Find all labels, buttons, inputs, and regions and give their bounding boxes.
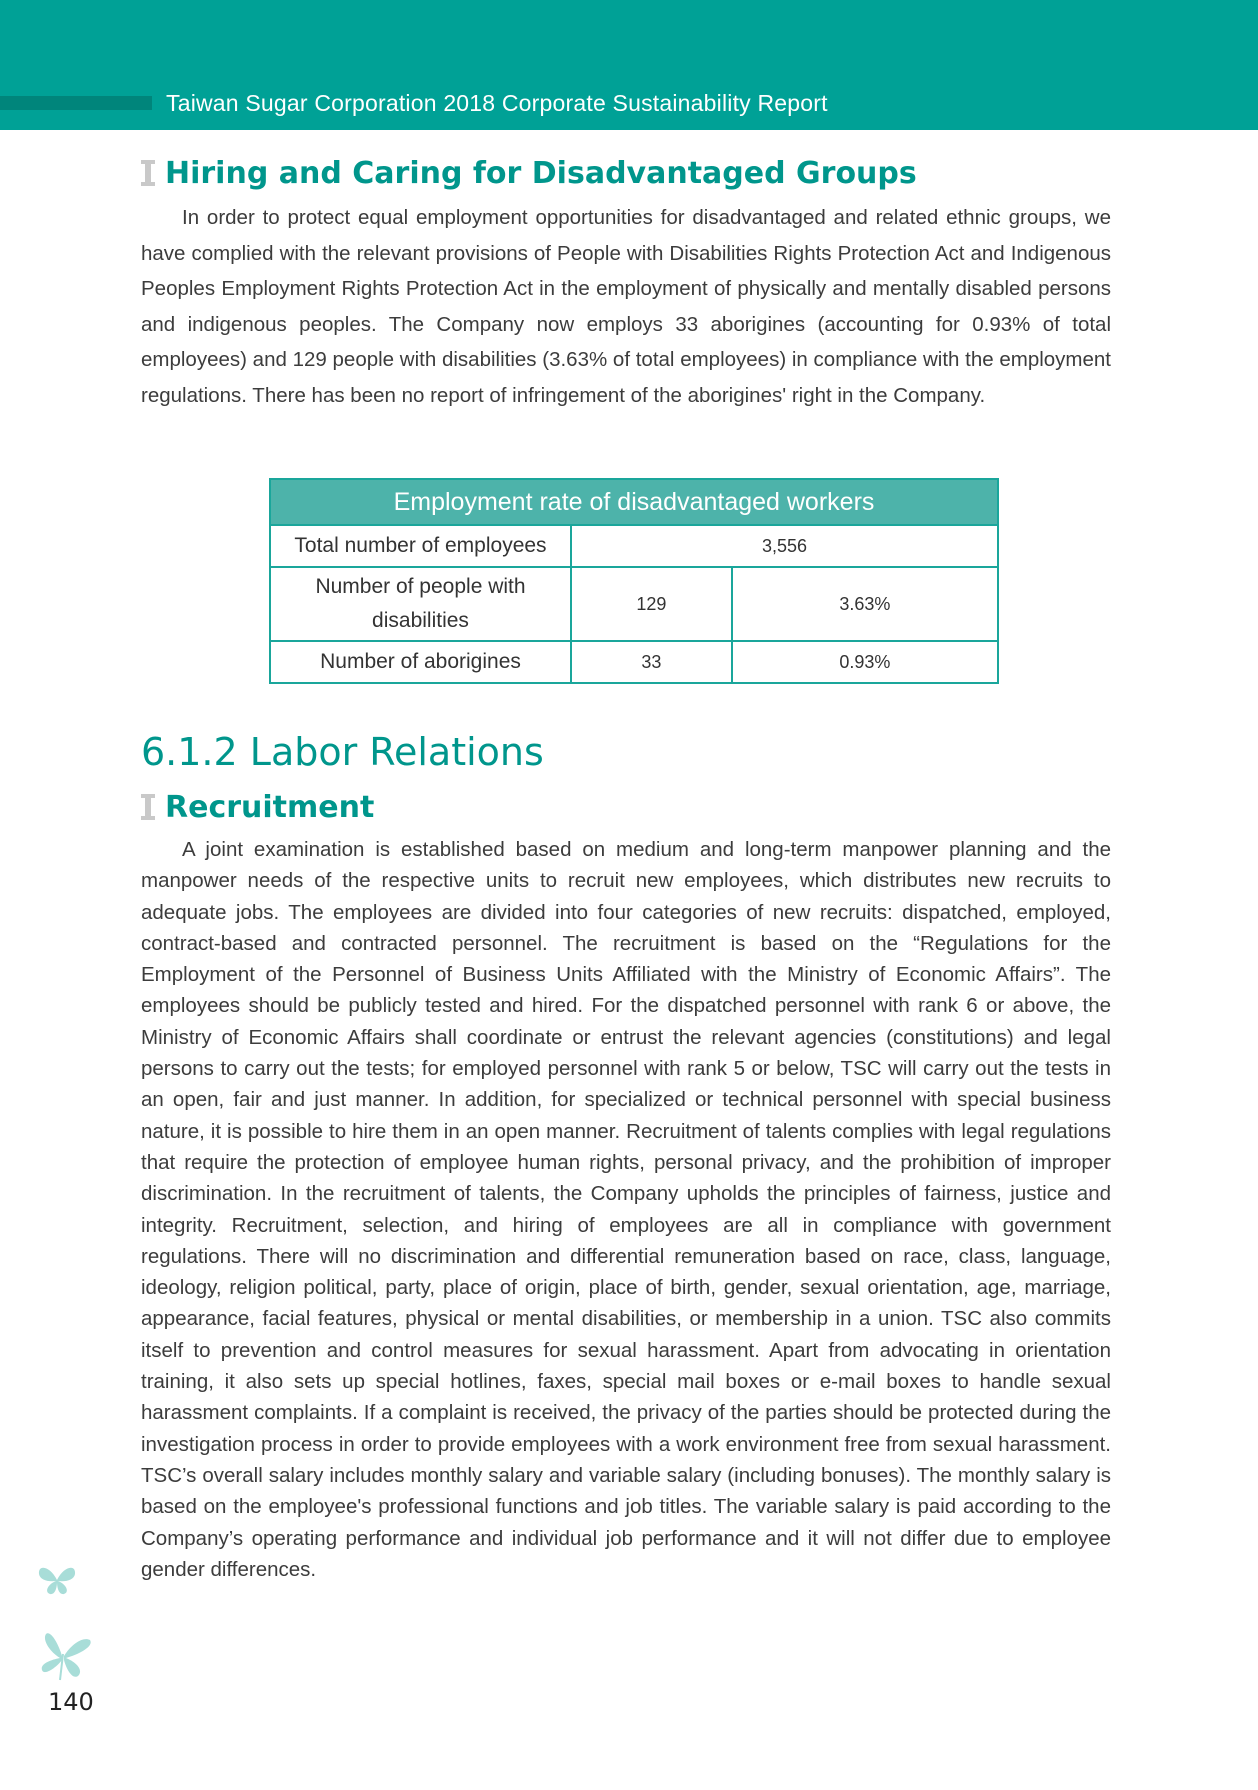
table-row (270, 641, 998, 683)
report-title: Taiwan Sugar Corporation 2018 Corporate Sustainability Report (166, 90, 828, 116)
disabilities-count: 129 (571, 567, 732, 641)
table-title: Employment rate of disadvantaged workers (270, 479, 998, 525)
disabilities-percent: 3.63% (732, 567, 998, 641)
butterfly-icon (36, 1628, 94, 1684)
recruitment-paragraph: A joint examination is established based on medium and long-term manpower planning and the manpower needs of the respective units to recruit new employees, which distributes new recruits to adequate jobs. The employees are divided into four categories of new recruits: dispatched, employed, contract-based and contracted personnel. The recruitment is based on the “Regulations for the Employment of the Personnel of Business Units Affiliated with the Ministry of Economic Affairs”. The employees should be publicly tested and hired. For the dispatched personnel with rank 6 or above, the Ministry of Economic Affairs shall coordinate or entrust the relevant agencies (constitutions) and legal persons to carry out the tests; for employed personnel with rank 5 or below, TSC will carry out the tests in an open, fair and just manner. In addition, for specialized or technical personnel with special business nature, it is possible to hire them in an open manner. Recruitment of talents complies with legal regulations that require the protection of employee human rights, personal privacy, and the prohibition of improper discrimination. In the recruitment of talents, the Company upholds the principles of fairness, justice and integrity. Recruitment, selection, and hiring of employees are all in compliance with government regulations. There will no discrimination and differential remuneration based on race, class, language, ideology, religion political, party, place of origin, place of birth, gender, sexual orientation, age, marriage, appearance, facial features, physical or mental disabilities, or membership in a union. TSC also commits itself to prevention and control measures for sexual harassment. Apart from advocating in orientation training, it also sets up special hotlines, faxes, special mail boxes or e-mail boxes to handle sexual harassment complaints. If a complaint is received, the privacy of the parties should be protected during the investigation process in order to provide employees with a work environment free from sexual harassment. TSC’s overall salary includes monthly salary and variable salary (including bonuses). The monthly salary is based on the employee's professional functions and job titles. The variable salary is paid according to the Company’s operating performance and individual job performance and it will not differ due to employee gender differences. (141, 838, 1111, 1581)
row-label: Total number of employees (270, 525, 571, 567)
butterfly-icon (36, 1562, 78, 1598)
heading-marker-icon (141, 794, 155, 820)
total-employees-value: 3,556 (571, 525, 998, 567)
row-label: Number of people with disabilities (270, 567, 571, 641)
header-accent-strip (0, 96, 152, 110)
disadvantaged-heading (141, 156, 917, 191)
row-label: Number of aborigines (270, 641, 571, 683)
table-row (270, 567, 998, 641)
disadvantaged-paragraph: In order to protect equal employment opportunities for disadvantaged and related ethnic groups, we have complied with the relevant provisions of People with Disabilities Rights Protection Act and Indigenous Peoples Employment Rights Protection Act in the employment of physically and mentally disabled persons and indigenous peoples. The Company now employs 33 aborigines (accounting for 0.93% of total employees) and 129 people with disabilities (3.63% of total employees) in compliance with the employment regulations. There has been no report of infringement of the aborigines' right in the Company. (141, 206, 1111, 407)
aborigines-percent: 0.93% (732, 641, 998, 683)
section-title: 6.1.2 Labor Relations (141, 730, 544, 774)
page-number: 140 (48, 1688, 94, 1716)
recruitment-heading-text: Recruitment (165, 790, 375, 825)
recruitment-heading (141, 790, 374, 825)
disadvantaged-heading-text: Hiring and Caring for Disadvantaged Groups (165, 156, 917, 191)
employment-rate-table (269, 478, 999, 684)
heading-marker-icon (141, 160, 155, 186)
aborigines-count: 33 (571, 641, 732, 683)
table-row (270, 525, 998, 567)
